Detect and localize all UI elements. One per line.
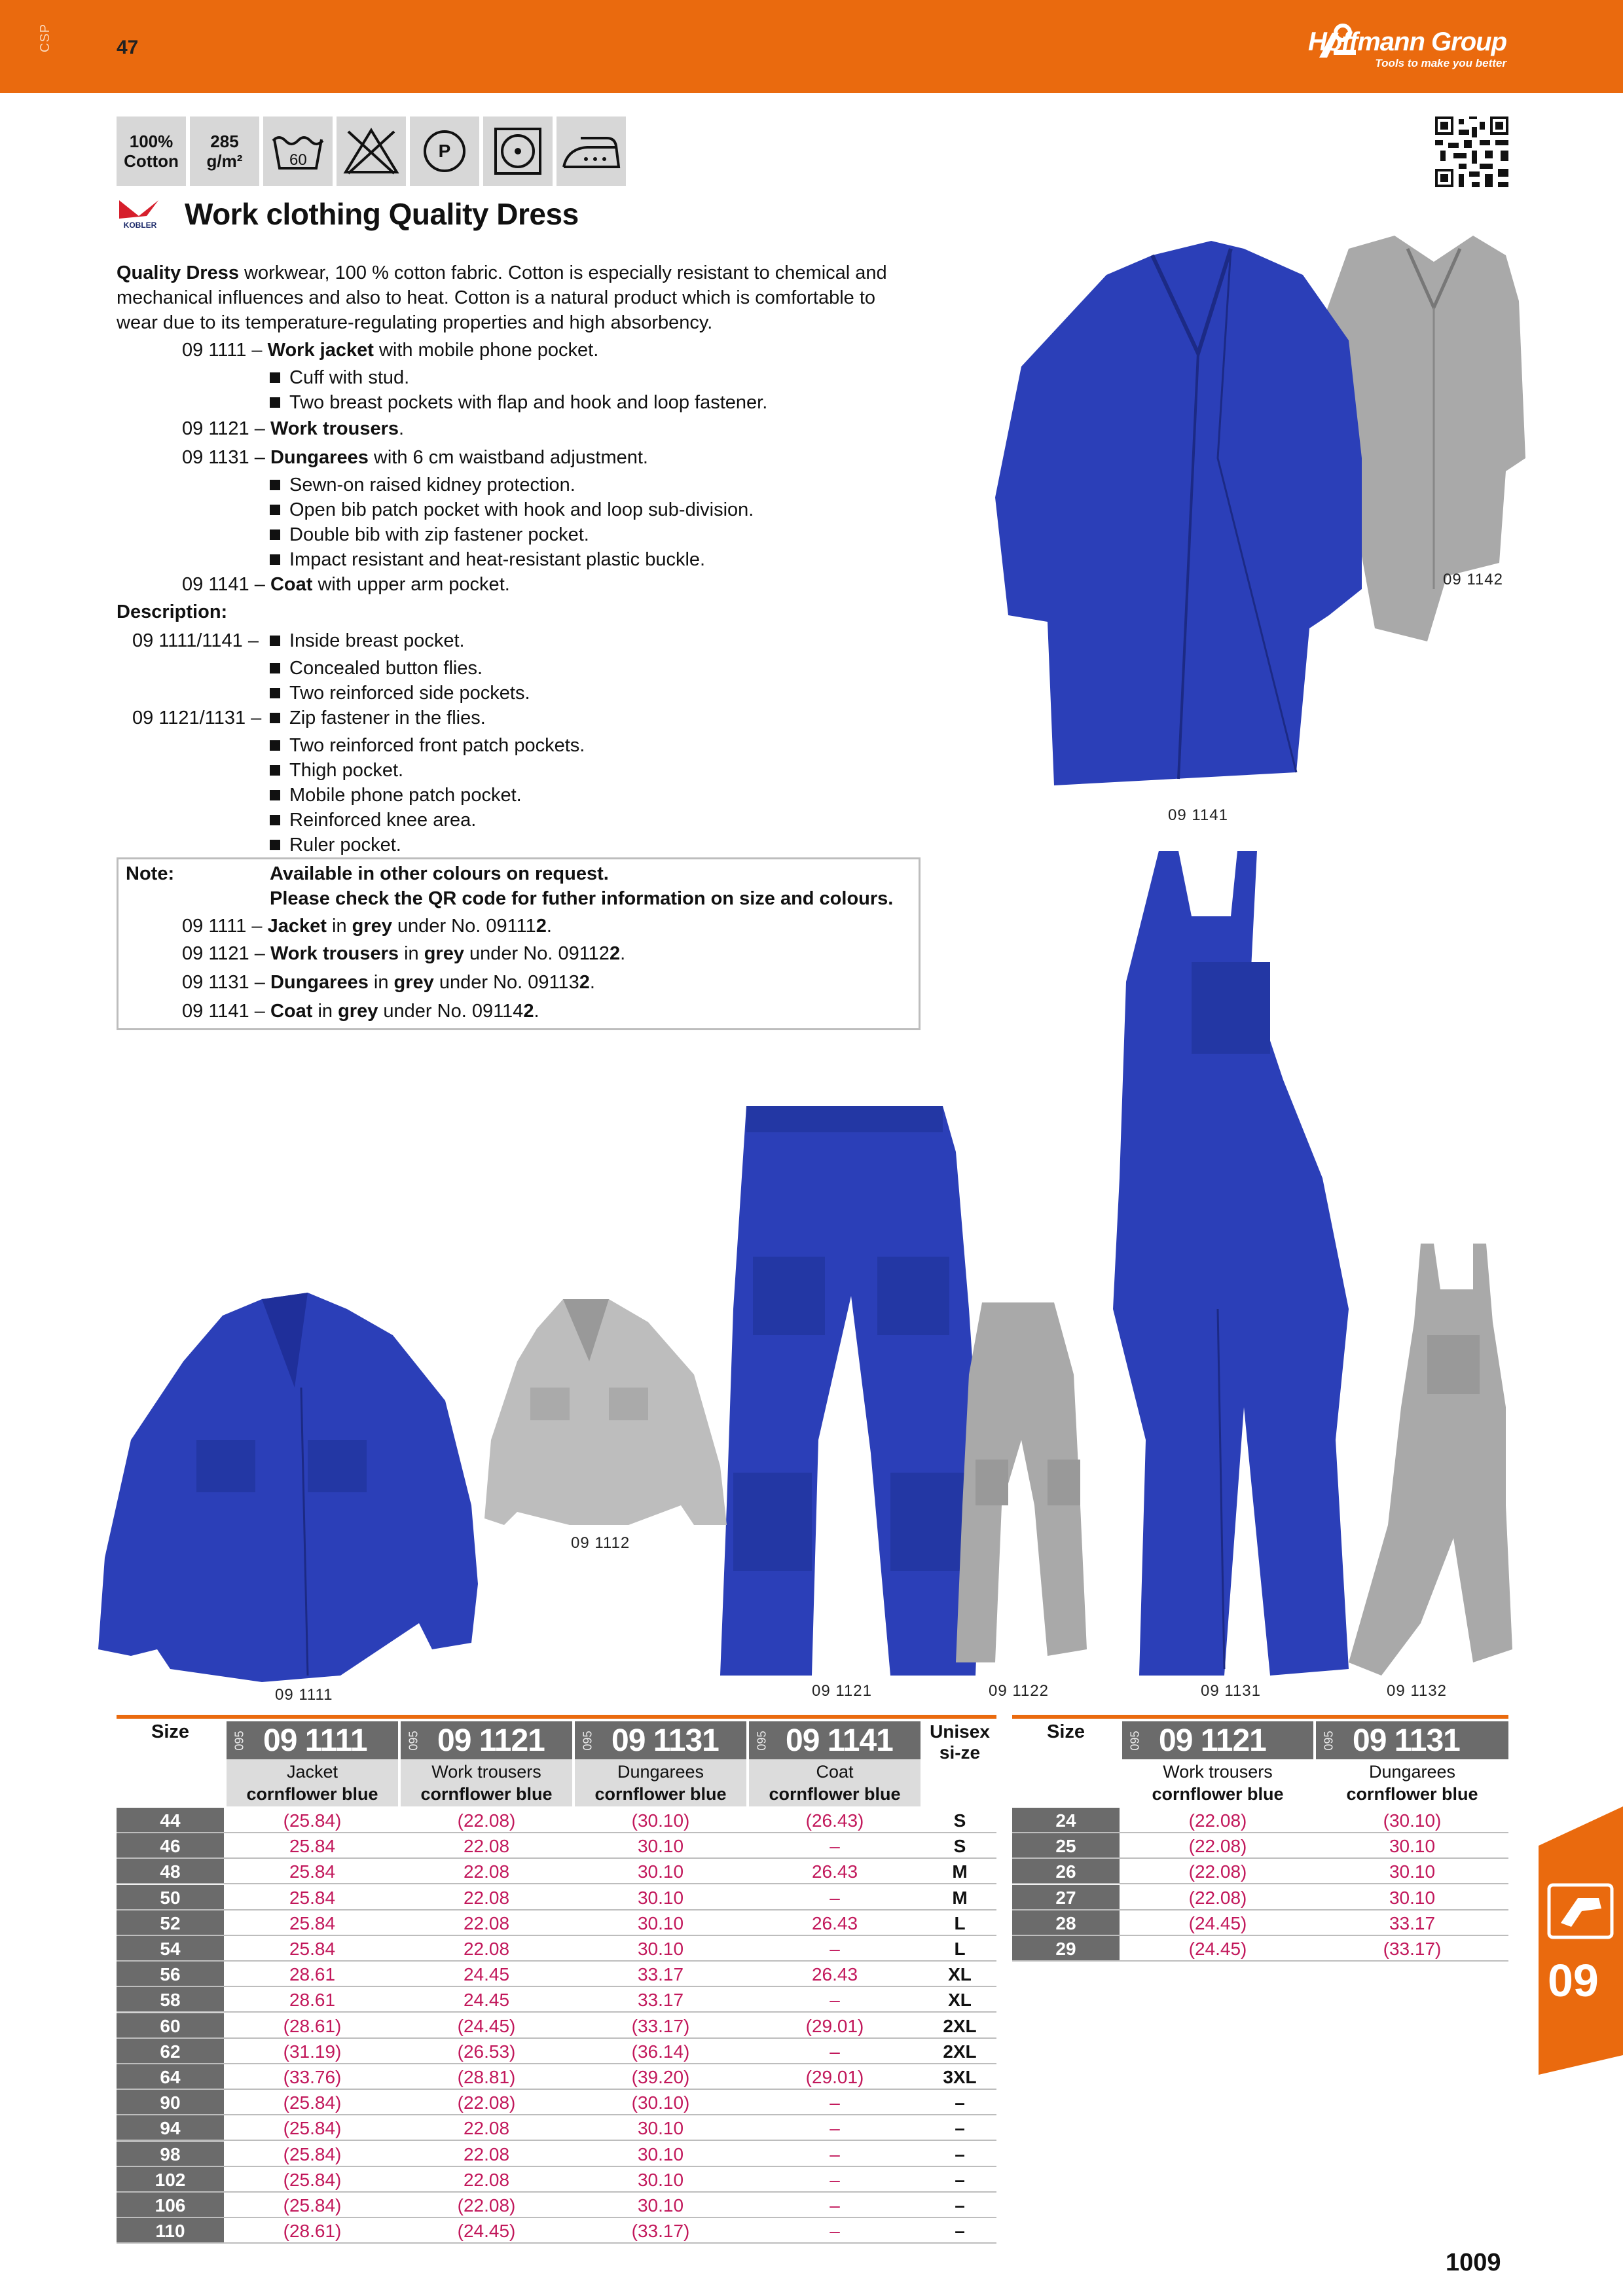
price-cell: 30.10 (1389, 1836, 1436, 1857)
price-cell: (28.61) (283, 2221, 342, 2242)
bullet-text: Thigh pocket. (289, 760, 404, 781)
price-cell: (26.53) (457, 2041, 516, 2062)
size-cell: 52 (117, 1910, 224, 1936)
product-name: Jacket (286, 1762, 338, 1782)
table1-col-header (575, 1721, 746, 1759)
size-cell: 44 (117, 1808, 224, 1833)
size-cell: 26 (1012, 1859, 1120, 1884)
note-code: 09 1111 – (182, 916, 263, 937)
product-name: Work trousers (1163, 1762, 1273, 1782)
price-cell: (22.08) (1188, 1887, 1247, 1908)
grey-jacket-image (484, 1299, 727, 1525)
price-cell: – (830, 2041, 840, 2062)
price-cell: 24.45 (463, 1990, 510, 2011)
note-code: 09 1121 – (182, 943, 265, 964)
brand-tagline: Tools to make you better (1375, 57, 1506, 69)
note-grey: grey (424, 943, 464, 964)
note-text: under No. 09112 (464, 943, 610, 964)
price-cell: 22.08 (463, 2144, 510, 2164)
table-row (117, 1885, 996, 1910)
table2-col-header (1316, 1721, 1508, 1759)
bullet-text: Cuff with stud. (289, 367, 410, 388)
product-label: 09 1121 (812, 1682, 872, 1700)
unisex-size-cell: M (952, 1887, 968, 1908)
table-row (1012, 1910, 1508, 1936)
price-cell: 22.08 (463, 1939, 510, 1959)
table1-top-band (117, 1715, 996, 1719)
unisex-size-cell: – (955, 2118, 965, 2139)
table-row (1012, 1936, 1508, 1962)
price-cell: 30.10 (637, 1887, 684, 1908)
bullet-text: Zip fastener in the flies. (289, 708, 486, 728)
price-cell: 30.10 (1389, 1861, 1436, 1882)
unisex-size-cell: – (955, 2169, 965, 2190)
product-name: Coat (816, 1762, 854, 1782)
table-row (117, 2193, 996, 2218)
table-row (117, 2115, 996, 2141)
note-product: Work trousers (270, 943, 399, 964)
note-digit: 2 (536, 916, 547, 937)
weight-unit: g/m² (206, 151, 243, 171)
bullet-text: Inside breast pocket. (289, 630, 465, 651)
price-cell: (30.10) (1383, 1810, 1442, 1831)
table-row (117, 1833, 996, 1859)
table1-col-header (401, 1721, 572, 1759)
prefix: 095 (755, 1730, 769, 1751)
size-cell: 58 (117, 1987, 224, 2013)
svg-text:KOBLER: KOBLER (123, 221, 157, 230)
price-cell: 30.10 (637, 2195, 684, 2215)
note-text: . (589, 972, 595, 993)
price-cell: (24.45) (1188, 1912, 1247, 1933)
dry-clean-letter: P (424, 130, 465, 172)
size-cell: 98 (117, 2142, 224, 2167)
table1-col-desc (227, 1759, 398, 1806)
material-text: 100% Cotton (124, 132, 179, 171)
bullet-text: Concealed button flies. (289, 658, 483, 679)
price-cell: 30.10 (637, 2144, 684, 2164)
product-label: 09 1141 (1168, 806, 1228, 824)
unisex-size-cell: L (954, 1939, 966, 1959)
price-cell: 30.10 (637, 2169, 684, 2190)
table-row (1012, 1833, 1508, 1859)
price-cell: (28.81) (457, 2067, 516, 2087)
blue-jacket-image (98, 1293, 478, 1682)
table-row (117, 2013, 996, 2039)
unisex-size-cell: 3XL (943, 2067, 977, 2087)
prefix: 095 (232, 1730, 246, 1751)
blue-trousers-image (720, 1106, 982, 1676)
product-name: Work trousers (431, 1762, 541, 1782)
note-product: Dungarees (270, 972, 369, 993)
weight-value: 285 (210, 132, 239, 151)
table1-col-header (227, 1721, 398, 1759)
table2-top-band (1012, 1715, 1508, 1719)
table-row (117, 1859, 996, 1884)
article-number: 09 1131 (1353, 1723, 1460, 1758)
table-row (1012, 1859, 1508, 1884)
brand-name: Hoffmann Group (1307, 27, 1506, 56)
bullet-text: Two breast pockets with flap and hook and loop fastener. (289, 392, 768, 413)
price-cell: 22.08 (463, 1861, 510, 1882)
table-row (1012, 1808, 1508, 1833)
unisex-size-cell: S (953, 1836, 966, 1857)
unisex-size-cell: XL (948, 1964, 972, 1985)
note-grey: grey (338, 1001, 378, 1022)
unisex-size-cell: – (955, 2221, 965, 2242)
price-cell: (22.08) (457, 1810, 516, 1831)
product-label: 09 1132 (1387, 1682, 1447, 1700)
note-digit: 2 (609, 943, 621, 964)
product-color: cornflower blue (420, 1784, 553, 1804)
wash-temp: 60 (289, 151, 307, 169)
price-cell: 22.08 (463, 1887, 510, 1908)
section-tab (1539, 1806, 1623, 2075)
article-number: 09 1131 (611, 1723, 719, 1758)
unisex-size-cell: – (955, 2092, 965, 2113)
price-cell: – (830, 2195, 840, 2215)
price-cell: – (830, 2144, 840, 2164)
price-cell: – (830, 1939, 840, 1959)
price-cell: (25.84) (283, 2092, 342, 2113)
price-cell: 22.08 (463, 1912, 510, 1933)
product-color: cornflower blue (594, 1784, 727, 1804)
note-code: 09 1141 – (182, 1001, 265, 1022)
feature-text: with 6 cm waistband adjustment. (368, 447, 648, 468)
feature-name: Dungarees (270, 447, 369, 468)
price-cell: (33.17) (631, 2221, 690, 2242)
price-cell: (33.17) (1383, 1939, 1442, 1959)
unisex-size-cell: S (953, 1810, 966, 1831)
table-row (117, 2167, 996, 2193)
price-cell: (25.84) (283, 1810, 342, 1831)
table2-col-desc (1316, 1759, 1508, 1806)
page-title: Work clothing Quality Dress (185, 197, 579, 231)
note-digit: 2 (523, 1001, 534, 1022)
bullet-text: Reinforced knee area. (289, 810, 477, 831)
size-cell: 46 (117, 1833, 224, 1859)
intro-text: workwear, 100 % cotton fabric. Cotton is especially resistant to chemical and mechanical influences and also to heat. Cotton is a natural product which is comfortable to wear due to its temperature-regulating properties and high absorbency. (117, 262, 887, 333)
price-cell: 33.17 (637, 1990, 684, 2011)
table-row (1012, 1885, 1508, 1910)
table1-col-desc (749, 1759, 921, 1806)
price-cell: 25.84 (289, 1861, 336, 1882)
price-cell: (24.45) (457, 2015, 516, 2036)
table1-unisex-header: Unisex si-ze (930, 1721, 990, 1763)
table1-col-desc (575, 1759, 746, 1806)
price-cell: (25.84) (283, 2195, 342, 2215)
table-row (117, 1910, 996, 1936)
feature-code: 09 1121 – (182, 418, 265, 439)
price-cell: – (830, 1887, 840, 1908)
table-row (117, 2064, 996, 2090)
note-text: in (326, 916, 352, 937)
product-color: cornflower blue (1346, 1784, 1478, 1804)
feature-text: with mobile phone pocket. (373, 340, 599, 361)
price-cell: (25.84) (283, 2169, 342, 2190)
article-number: 09 1121 (1159, 1723, 1266, 1758)
price-cell: 25.84 (289, 1939, 336, 1959)
product-label: 09 1112 (571, 1534, 630, 1552)
price-cell: (22.08) (457, 2092, 516, 2113)
price-cell: (39.20) (631, 2067, 690, 2087)
note-text: . (534, 1001, 539, 1022)
article-number: 09 1141 (786, 1723, 893, 1758)
size-cell: 50 (117, 1885, 224, 1910)
product-name: Dungarees (617, 1762, 704, 1782)
bullet-text: Ruler pocket. (289, 834, 401, 855)
size-cell: 24 (1012, 1808, 1120, 1833)
note-line1: Available in other colours on request. (270, 863, 609, 884)
prefix: 095 (1322, 1730, 1336, 1751)
price-cell: (29.01) (805, 2067, 864, 2087)
price-cell: 33.17 (637, 1964, 684, 1985)
unisex-size-cell: L (954, 1912, 966, 1933)
product-name: Dungarees (1368, 1762, 1456, 1782)
size-cell: 110 (117, 2218, 224, 2244)
feature-code: 09 1131 – (182, 447, 265, 468)
size-cell: 54 (117, 1936, 224, 1962)
price-cell: 30.10 (1389, 1887, 1436, 1908)
table-row (117, 1936, 996, 1962)
size-cell: 102 (117, 2167, 224, 2193)
price-cell: (26.43) (805, 1810, 864, 1831)
article-number: 09 1111 (263, 1723, 367, 1758)
price-cell: 30.10 (637, 1912, 684, 1933)
blue-dungarees-image (1113, 851, 1349, 1676)
row-divider (117, 2242, 996, 2244)
table-row (117, 2218, 996, 2244)
size-cell: 64 (117, 2064, 224, 2090)
unisex-size-cell: – (955, 2195, 965, 2215)
table2-size-header: Size (1046, 1721, 1085, 1742)
price-cell: 26.43 (811, 1861, 858, 1882)
price-cell: 33.17 (1389, 1912, 1436, 1933)
product-color: cornflower blue (769, 1784, 901, 1804)
price-cell: (24.45) (1188, 1939, 1247, 1959)
unisex-size-cell: 2XL (943, 2041, 977, 2062)
table1-col-desc (401, 1759, 572, 1806)
price-cell: (25.84) (283, 2144, 342, 2164)
price-cell: 26.43 (811, 1912, 858, 1933)
table2-col-header (1122, 1721, 1313, 1759)
bullet-text: Impact resistant and heat-resistant plastic buckle. (289, 549, 706, 570)
price-cell: 30.10 (637, 1836, 684, 1857)
size-cell: 28 (1012, 1910, 1120, 1936)
section-number: 09 (1548, 1955, 1599, 2006)
size-cell: 62 (117, 2039, 224, 2064)
size-cell: 60 (117, 2013, 224, 2039)
price-cell: – (830, 2092, 840, 2113)
desc-group-code: 09 1111/1141 – (132, 630, 259, 651)
price-cell: 28.61 (289, 1964, 336, 1985)
price-cell: – (830, 1836, 840, 1857)
table-row (117, 1962, 996, 1987)
price-cell: 30.10 (637, 2118, 684, 2139)
bullet-text: Double bib with zip fastener pocket. (289, 524, 589, 545)
prefix: 095 (1128, 1730, 1142, 1751)
feature-text: . (399, 418, 405, 439)
price-cell: 22.08 (463, 2169, 510, 2190)
page-number-top: 47 (117, 37, 139, 58)
price-cell: (31.19) (283, 2041, 342, 2062)
size-cell: 90 (117, 2090, 224, 2115)
note-product: Jacket (267, 916, 327, 937)
size-cell: 106 (117, 2193, 224, 2218)
table1-size-header: Size (151, 1721, 190, 1742)
price-cell: – (830, 2118, 840, 2139)
feature-name: Coat (270, 574, 313, 595)
size-cell: 94 (117, 2115, 224, 2141)
bullet-text: Sewn-on raised kidney protection. (289, 475, 575, 495)
size-cell: 48 (117, 1859, 224, 1884)
blue-coat-image (995, 241, 1362, 785)
note-label: Note: (126, 863, 175, 884)
bullet-text: Mobile phone patch pocket. (289, 785, 522, 806)
table-row (117, 2039, 996, 2064)
description-heading: Description: (117, 601, 228, 622)
size-cell: 25 (1012, 1833, 1120, 1859)
intro-bold: Quality Dress (117, 262, 239, 283)
price-cell: (29.01) (805, 2015, 864, 2036)
grey-trousers-image (956, 1302, 1087, 1662)
table-row (117, 1987, 996, 2013)
page-number-bottom: 1009 (1446, 2249, 1501, 2276)
unisex-size-cell: 2XL (943, 2015, 977, 2036)
note-text: in (368, 972, 394, 993)
price-cell: (33.76) (283, 2067, 342, 2087)
desc-group-code: 09 1121/1131 – (132, 708, 262, 728)
price-cell: (33.17) (631, 2015, 690, 2036)
price-cell: 25.84 (289, 1836, 336, 1857)
prefix: 095 (581, 1730, 594, 1751)
note-text: . (620, 943, 626, 964)
price-cell: 28.61 (289, 1990, 336, 2011)
price-cell: (22.08) (1188, 1861, 1247, 1882)
note-text: in (399, 943, 424, 964)
price-cell: 24.45 (463, 1964, 510, 1985)
price-cell: (22.08) (1188, 1810, 1247, 1831)
feature-code: 09 1141 – (182, 574, 265, 595)
product-label: 09 1131 (1201, 1682, 1261, 1700)
price-cell: 30.10 (637, 1861, 684, 1882)
note-text: under No. 09113 (433, 972, 579, 993)
note-product: Coat (270, 1001, 313, 1022)
note-code: 09 1131 – (182, 972, 265, 993)
product-label: 09 1142 (1443, 571, 1503, 588)
note-text: in (312, 1001, 338, 1022)
price-cell: – (830, 2221, 840, 2242)
bullet-text: Two reinforced front patch pockets. (289, 735, 585, 756)
product-label: 09 1111 (275, 1686, 333, 1704)
price-cell: 26.43 (811, 1964, 858, 1985)
price-cell: 25.84 (289, 1887, 336, 1908)
table-row (117, 2142, 996, 2167)
note-line2: Please check the QR code for futher information on size and colours. (270, 888, 894, 909)
size-cell: 56 (117, 1962, 224, 1987)
grey-dungarees-image (1349, 1244, 1512, 1676)
price-cell: (25.84) (283, 2118, 342, 2139)
price-cell: (24.45) (457, 2221, 516, 2242)
price-cell: 22.08 (463, 1836, 510, 1857)
unisex-size-cell: – (955, 2144, 965, 2164)
size-cell: 29 (1012, 1936, 1120, 1962)
note-text: under No. 09111 (392, 916, 536, 937)
price-cell: (28.61) (283, 2015, 342, 2036)
price-cell: (22.08) (1188, 1836, 1247, 1857)
price-cell: 25.84 (289, 1912, 336, 1933)
bullet-text: Open bib patch pocket with hook and loop sub-division. (289, 499, 754, 520)
note-grey: grey (352, 916, 392, 937)
row-divider (1012, 1960, 1508, 1962)
price-cell: (30.10) (631, 2092, 690, 2113)
note-grey: grey (393, 972, 434, 993)
product-color: cornflower blue (1152, 1784, 1284, 1804)
note-text: under No. 09114 (378, 1001, 524, 1022)
unisex-size-cell: M (952, 1861, 968, 1882)
product-label: 09 1122 (989, 1682, 1049, 1700)
size-cell: 27 (1012, 1885, 1120, 1910)
prefix: 095 (407, 1730, 420, 1751)
price-cell: – (830, 1990, 840, 2011)
unisex-size-cell: XL (948, 1990, 972, 2011)
feature-code: 09 1111 – (182, 340, 263, 361)
feature-name: Work trousers (270, 418, 399, 439)
table1-col-header (749, 1721, 921, 1759)
bullet-text: Two reinforced side pockets. (289, 683, 530, 704)
table2-col-desc (1122, 1759, 1313, 1806)
note-text: . (546, 916, 552, 937)
table-row (117, 2090, 996, 2115)
article-number: 09 1121 (437, 1723, 545, 1758)
price-cell: 30.10 (637, 1939, 684, 1959)
price-cell: 22.08 (463, 2118, 510, 2139)
price-cell: (22.08) (457, 2195, 516, 2215)
feature-name: Work jacket (267, 340, 374, 361)
price-cell: (30.10) (631, 1810, 690, 1831)
table-row (117, 1808, 996, 1833)
price-cell: (36.14) (631, 2041, 690, 2062)
note-digit: 2 (579, 972, 590, 993)
price-cell: – (830, 2169, 840, 2190)
side-code: CSP (38, 23, 52, 52)
product-color: cornflower blue (246, 1784, 378, 1804)
feature-text: with upper arm pocket. (312, 574, 510, 595)
